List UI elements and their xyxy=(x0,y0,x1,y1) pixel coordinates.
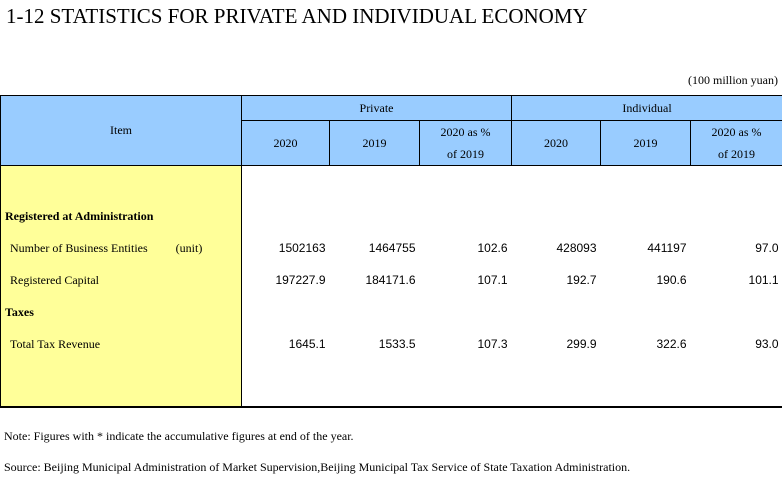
row-label: Total Tax Revenue xyxy=(1,328,242,360)
cell-individual-2020: 299.9 xyxy=(566,337,597,351)
header-group-individual: Individual xyxy=(512,96,782,121)
section-row-registered xyxy=(1,200,782,232)
cell-private-pct: 107.1 xyxy=(477,273,508,287)
header-individual-2019: 2019 xyxy=(601,121,691,166)
cell-private-2019: 1533.5 xyxy=(378,337,416,351)
cell-private-2019: 1464755 xyxy=(368,241,416,255)
cell-individual-2019: 190.6 xyxy=(656,273,687,287)
source-note: Source: Beijing Municipal Administration of Market Supervision,Beijing Municipal Tax Service of State Taxation Administration. xyxy=(4,460,631,474)
cell-individual-2019: 322.6 xyxy=(656,337,687,351)
cell-individual-2020: 428093 xyxy=(556,241,597,255)
row-unit-label: (unit) xyxy=(175,240,203,255)
cell-private-pct: 107.3 xyxy=(477,337,508,351)
cell-private-pct: 102.6 xyxy=(477,241,508,255)
statistics-table xyxy=(0,95,782,408)
cell-private-2020: 1502163 xyxy=(278,241,326,255)
row-label-text: Number of Business Entities xyxy=(10,240,148,255)
table-row-total-tax xyxy=(1,328,782,360)
row-label xyxy=(1,232,242,264)
row-label: Registered Capital xyxy=(1,264,242,296)
header-private-2020: 2020 xyxy=(242,121,330,166)
cell-individual-pct: 97.0 xyxy=(755,241,779,255)
footnote: Note: Figures with * indicate the accumulative figures at end of the year. xyxy=(4,429,354,443)
spacer-row xyxy=(1,166,782,201)
cell-private-2019: 184171.6 xyxy=(365,273,416,287)
cell-individual-pct: 101.1 xyxy=(748,273,779,287)
header-individual-2020: 2020 xyxy=(512,121,601,166)
table-row-business-entities xyxy=(1,232,782,264)
header-private-2019: 2019 xyxy=(330,121,420,166)
section-label-registered: Registered at Administration xyxy=(1,200,242,232)
cell-individual-pct: 93.0 xyxy=(755,337,779,351)
section-label-taxes: Taxes xyxy=(1,296,242,328)
header-individual-pct: 2020 as % of 2019 xyxy=(691,121,782,166)
cell-individual-2020: 192.7 xyxy=(566,273,597,287)
cell-private-2020: 197227.9 xyxy=(275,273,326,287)
header-private-pct: 2020 as % of 2019 xyxy=(420,121,512,166)
header-group-private: Private xyxy=(242,96,512,121)
page-title: 1-12 STATISTICS FOR PRIVATE AND INDIVIDUAL ECONOMY xyxy=(6,4,588,28)
unit-label: (100 million yuan) xyxy=(688,73,778,87)
table-row-registered-capital xyxy=(1,264,782,296)
cell-individual-2019: 441197 xyxy=(647,241,687,255)
cell-private-2020: 1645.1 xyxy=(288,337,326,351)
section-row-taxes xyxy=(1,296,782,328)
header-item: Item xyxy=(1,96,242,166)
bottom-spacer-row xyxy=(1,360,782,407)
